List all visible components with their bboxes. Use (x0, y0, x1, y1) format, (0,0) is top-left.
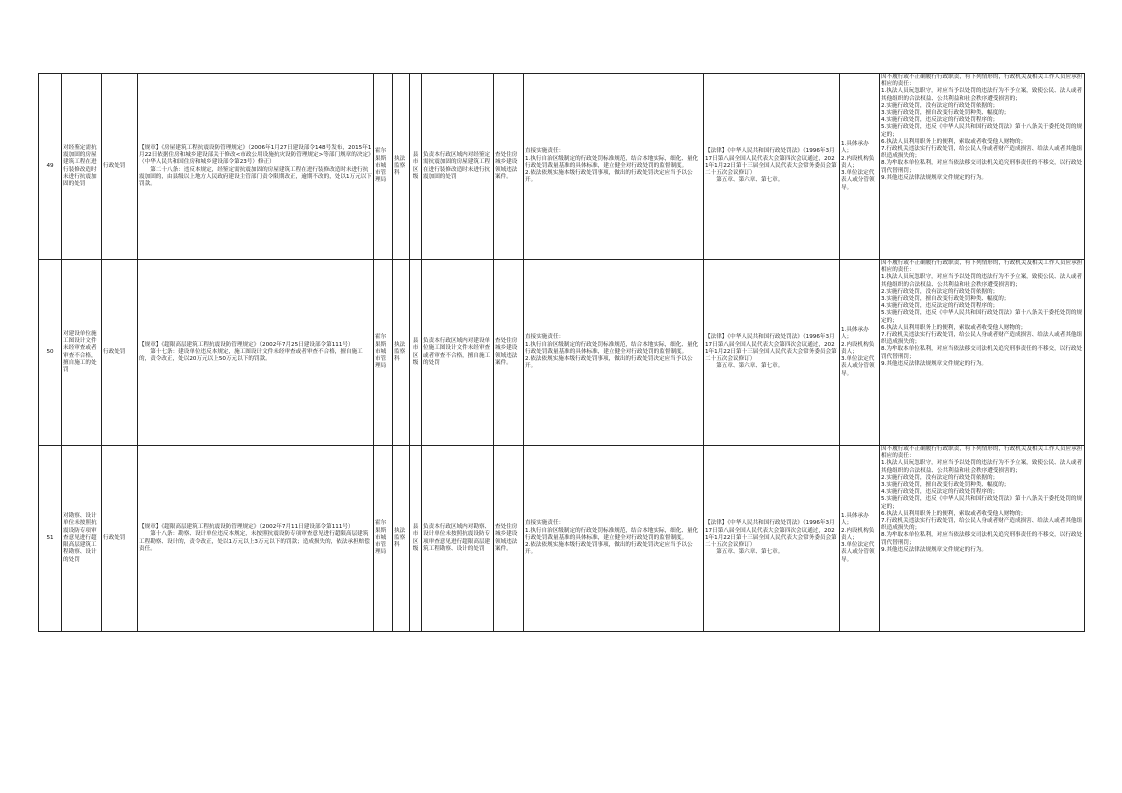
table-row (39, 260, 1085, 446)
responsible-persons: 1.具体承办人； 2.内设机构负责人； 3.单位法定代表人或分管领导。 (840, 74, 880, 260)
implementing-department: 霍尔果斯市城市管理局 (374, 446, 393, 632)
accountability-law: 【法律】《中华人民共和国行政处罚法》（1996年3月17日第八届全国人民代表大会第四次会议通过，2021年1月22日第十三届全国人民代表大会常务委员会第二十五次会议修订） 第五章、第六章、第七章。 (704, 446, 840, 632)
item-number: 49 (39, 74, 62, 260)
duty-unit: 查处住房城乡建设领域违法案件。 (494, 74, 524, 260)
table-body (39, 74, 1085, 632)
accountability-law: 【法律】《中华人民共和国行政处罚法》（1996年3月17日第八届全国人民代表大会第四次会议通过，2021年1月22日第十三届全国人民代表大会常务委员会第二十五次会议修订） 第五章、第六章、第七章。 (704, 260, 840, 446)
legal-basis: 【规章】《超限高层建筑工程抗震设防管理规定》（2002年7月25日建设部令第111号） 第十七条：建设单位违反本规定，施工图设计文件未经审查或者审查不合格，擅自施工的，责令改正，处以20万元以上50万元以下的罚款。 (138, 260, 374, 446)
item-name: 对建设单位施工图设计文件未经审查或者审查不合格，擅自施工的处罚 (62, 260, 102, 446)
implementing-department: 霍尔果斯市城市管理局 (374, 74, 393, 260)
legal-basis: 【规章】《房屋建筑工程抗震设防管理规定》（2006年1月27日建设部令148号发布，2015年1月22日依据住房和城乡建设部关于修改<市政公用设施抗灾设防管理规定>等部门规章的决定》（中华人民共和国住房和城乡建设部令第23号）修正） 第二十八条：违反本规定，经鉴定需抗震加固的房屋建筑工程在进行装修改造时未进行抗震加固的，由县级以上地方人民政府建设主管部门责令限期改正，逾期不改的，处以1万元以下罚款。 (138, 74, 374, 260)
executing-section: 执法监察科 (393, 260, 410, 446)
duty-unit: 查处住房城乡建设领域违法案件。 (494, 446, 524, 632)
legal-basis: 【规章】《超限高层建筑工程抗震设防管理规定》（2002年7月11日建设部令第111号） 第十八条：勘察、设计单位违反本规定，未按照抗震设防专项审查意见进行超限高层建筑工程勘察、设计的，责令改正，处以1万元以上3万元以下的罚款；造成损失的，依法承担赔偿责任。 (138, 446, 374, 632)
item-name: 对勘察、设计单位未按照抗震设防专项审查意见进行超限高层建筑工程勘察、设计的处罚 (62, 446, 102, 632)
item-number: 50 (39, 260, 62, 446)
implementation-responsibility: 直接实施责任： 1.执行自治区级制定的行政处罚标准规范，结合本地实际，细化、量化行政处罚裁量基准的具体标准，建立健全对行政处罚的监督制度。 2.依法依规实施本级行政处罚事项，做出的行政处罚决定应当予以公开。 (524, 446, 704, 632)
item-category: 行政处罚 (102, 260, 138, 446)
table-row (39, 446, 1085, 632)
accountability-law: 【法律】《中华人民共和国行政处罚法》（1996年3月17日第八届全国人民代表大会第四次会议通过，2021年1月22日第十三届全国人民代表大会常务委员会第二十五次会议修订） 第五章、第六章、第七章。 (704, 74, 840, 260)
duty-unit: 查处住房城乡建设领域违法案件。 (494, 260, 524, 446)
item-category: 行政处罚 (102, 74, 138, 260)
item-number: 51 (39, 446, 62, 632)
administrative-level: 县市区级 (412, 152, 419, 180)
implementation-responsibility: 直接实施责任： 1.执行自治区级制定的行政处罚标准规范，结合本地实际，细化、量化行政处罚裁量基准的具体标准，建立健全对行政处罚的监督制度。 2.依法依规实施本级行政处罚事项，做出的行政处罚决定应当予以公开。 (524, 74, 704, 260)
item-category: 行政处罚 (102, 446, 138, 632)
executing-section: 执法监察科 (393, 74, 410, 260)
responsibility-subject: 负责本行政区域内对经鉴定需抗震加固的房屋建筑工程在进行装修改造时未进行抗震加固的处罚 (422, 74, 494, 260)
implementation-responsibility: 直接实施责任： 1.执行自治区级制定的行政处罚标准规范，结合本地实际，细化、量化行政处罚裁量基准的具体标准，建立健全对行政处罚的监督制度。 2.依法依规实施本级行政处罚事项，做出的行政处罚决定应当予以公开。 (524, 260, 704, 446)
accountability-cases: 因不履行或不正确履行行政职责，有下列情形的，行政机关及相关工作人员应承担相应的责任： 1.执法人员玩忽职守，对应当予以处罚的违法行为不予立案，致使公民、法人或者其他组织的合法权益、公共利益和社会秩序遭受损害的； 2.实施行政处罚，没有法定的行政处罚依据的； 3.实施行政处罚，擅自改变行政处罚种类、幅度的； 4.实施行政处罚，违反法定的行政处罚程序的； 5.实施行政处罚，违反《中华人民共和国行政处罚法》第十八条关于委托处罚的规定的； 6.执法人员利用职务上的便利，索取或者收受他人财物的； 7.行政机关违法实行行政处罚，给公民人身或者财产造成损害、给法人或者其他组织造成损失的； 8.为牟取本单位私利，对应当依法移交司法机关追究刑事责任的不移交，以行政处罚代替刑罚； 9.其他违反法律法规规章文件规定的行为。 (880, 260, 1085, 446)
table-row (39, 74, 1085, 260)
implementing-department: 霍尔果斯市城市管理局 (374, 260, 393, 446)
administrative-level: 县市区级 (412, 338, 419, 366)
executing-section: 执法监察科 (393, 446, 410, 632)
responsibility-subject: 负责本行政区域内对建设单位施工图设计文件未经审查或者审查不合格，擅自施工的处罚 (422, 260, 494, 446)
item-name: 对经鉴定需抗震加固的房屋建筑工程在进行装修改造时未进行抗震加固的处罚 (62, 74, 102, 260)
accountability-cases: 因不履行或不正确履行行政职责，有下列情形的，行政机关及相关工作人员应承担相应的责任： 1.执法人员玩忽职守，对应当予以处罚的违法行为不予立案，致使公民、法人或者其他组织的合法权益、公共利益和社会秩序遭受损害的； 2.实施行政处罚，没有法定的行政处罚依据的； 3.实施行政处罚，擅自改变行政处罚种类、幅度的； 4.实施行政处罚，违反法定的行政处罚程序的； 5.实施行政处罚，违反《中华人民共和国行政处罚法》第十八条关于委托处罚的规定的； 6.执法人员利用职务上的便利，索取或者收受他人财物的； 7.行政机关违法实行行政处罚，给公民人身或者财产造成损害、给法人或者其他组织造成损失的； 8.为牟取本单位私利，对应当依法移交司法机关追究刑事责任的不移交，以行政处罚代替刑罚； 9.其他违反法律法规规章文件规定的行为。 (880, 74, 1085, 260)
administrative-level: 县市区级 (412, 524, 419, 552)
responsible-persons: 1.具体承办人； 2.内设机构负责人； 3.单位法定代表人或分管领导。 (840, 446, 880, 632)
accountability-cases: 因不履行或不正确履行行政职责，有下列情形的，行政机关及相关工作人员应承担相应的责任： 1.执法人员玩忽职守，对应当予以处罚的违法行为不予立案，致使公民、法人或者其他组织的合法权益、公共利益和社会秩序遭受损害的； 2.实施行政处罚，没有法定的行政处罚依据的； 3.实施行政处罚，擅自改变行政处罚种类、幅度的； 4.实施行政处罚，违反法定的行政处罚程序的； 5.实施行政处罚，违反《中华人民共和国行政处罚法》第十八条关于委托处罚的规定的； 6.执法人员利用职务上的便利，索取或者收受他人财物的； 7.行政机关违法实行行政处罚，给公民人身或者财产造成损害、给法人或者其他组织造成损失的； 8.为牟取本单位私利，对应当依法移交司法机关追究刑事责任的不移交，以行政处罚代替刑罚； 9.其他违反法律法规规章文件规定的行为。 (880, 446, 1085, 632)
responsible-persons: 1.具体承办人； 2.内设机构负责人； 3.单位法定代表人或分管领导。 (840, 260, 880, 446)
responsibility-table (38, 73, 1085, 632)
responsibility-subject: 负责本行政区域内对勘察、设计单位未按照抗震设防专项审查意见进行超限高层建筑工程勘察、设计的处罚 (422, 446, 494, 632)
